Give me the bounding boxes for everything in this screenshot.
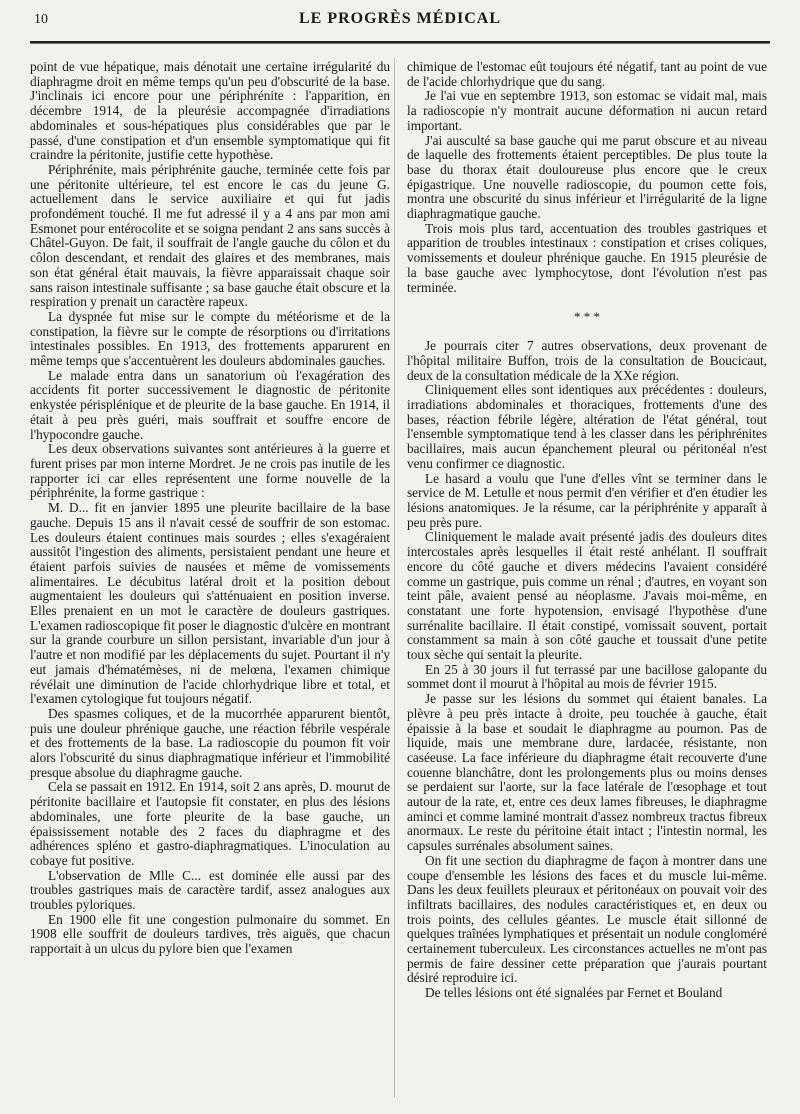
left-column xyxy=(30,60,390,957)
paragraph: Les deux observations suivantes sont antérieures à la guerre et furent prises par mon interne Mordret. Je ne crois pas inutile de les rapporter ici car elles représentent une forme nouvelle de la périphrénite, la forme gastrique : xyxy=(30,441,390,501)
page-header xyxy=(26,10,774,44)
paragraph: Je passe sur les lésions du sommet qui étaient banales. La plèvre à peu près intacte à droite, peu touchée à gauche, était épaissie à la base et soudait le diaphragme au poumon. Pas de liquide, mais une membrane dure, lardacée, résistante, non caséeuse. La face inférieure du diaphragme était recouverte d'une couenne blanchâtre, dont les prolongements plus ou moins denses se perdaient sur l'aorte, sur la face latérale de l'œsophage et tout autour de la rate, et, entre ces deux lames fibreuses, le diaphragme aminci et comme laminé montrait d'assez nombreux tractus fibreux anormaux. Le reste du péritoine était intact ; l'intestin normal, les capsules surrénales absolument saines. xyxy=(407,691,767,854)
paragraph: La dyspnée fut mise sur le compte du météorisme et de la constipation, la fièvre sur le compte de résorptions ou d'irritations intestinales possibles. En 1913, des frottements apparurent en même temps que s'accentuèrent les douleurs abdominales gauches. xyxy=(30,308,390,369)
paragraph: Cliniquement le malade avait présenté jadis des douleurs dites intercostales après lesquelles il était resté anhélant. Il souffrait encore du côté gauche et divers médecins l'avaient considéré comme un gastrique, puis comme un rénal ; d'autres, en voyant son teint pâle, avaient pensé au néoplasme. J'avais moi-même, en constatant une forte hypotension, envisagé l'hypothèse d'une surrénalite bacillaire. Il était constipé, vomissait souvent, portait constamment sa main à son côté gauche et toussait d'une petite toux sèche qui sentait la pleurite. xyxy=(407,529,767,663)
paragraph: En 1900 elle fit une congestion pulmonaire du sommet. En 1908 elle souffrit de douleurs tardives, très aiguës, que chacun rapportait à un ulcus du pylore bien que l'examen xyxy=(30,911,390,957)
paragraph: Le hasard a voulu que l'une d'elles vînt se terminer dans le service de M. Letulle et nous permit d'en vérifier et d'en étudier les lésions anatomiques. Je la résume, car la périphrénite y apparaît à peu près pure. xyxy=(407,470,767,530)
paragraph: Cela se passait en 1912. En 1914, soit 2 ans après, D. mourut de péritonite bacillaire et l'autopsie fit constater, en plus des lésions abdominales, une forte pleurite de la base gauche, un épaississement notable des 2 faces du diaphragme et des adhérences spléno et gastro-diaphragmatiques. L'inoculation au cobaye fut positive. xyxy=(30,779,390,868)
paragraph: En 25 à 30 jours il fut terrassé par une bacillose galopante du sommet dont il mourut à l'hôpital au mois de février 1915. xyxy=(407,661,767,692)
journal-title: LE PROGRÈS MÉDICAL xyxy=(298,10,502,27)
paragraph: M. D... fit en janvier 1895 une pleurite bacillaire de la base gauche. Depuis 15 ans il n'avait cessé de souffrir de son estomac. Les douleurs étaient continues mais sourdes ; elles s'exagéraient aussitôt l'ingestion des aliments, persistaient pendant une heure et étaient parfois suivies de nausées et même de vomissements alimentaires. Le décubitus latéral droit et la position debout augmentaient les douleurs qui s'atténuaient en position inverse. Elles prenaient en un mot le caractère de douleurs gastriques. L'examen radioscopique fit poser le diagnostic d'ulcère en montrant sur la grande courbure un sillon persistant, invariable d'un jour à l'autre et non modifié par les déplacements du sujet. Pourtant il n'y eut jamais d'hématémèses, ni de melœna, l'examen chimique révélait une diminution de l'acide chlorhydrique libre et total, et l'examen cytologique fut toujours négatif. xyxy=(30,500,390,707)
paragraph: On fit une section du diaphragme de façon à montrer dans une coupe d'ensemble les lésions des faces et du muscle lui-même. Dans les deux feuillets pleuraux et péritonéaux on pouvait voir des infiltrats bacillaires, des nodules caractéristiques et, en deux ou trois points, des cellules géantes. Le muscle était sillonné de quelques traînées lymphatiques et présentait un nodule congloméré certainement tuberculeux. Les circonstances actuelles ne m'ont pas permis de faire dessiner cette préparation que j'aurais pourtant désiré reproduire ici. xyxy=(407,852,767,986)
paragraph: Je pourrais citer 7 autres observations, deux provenant de l'hôpital militaire Buffon, trois de la consultation de Boucicaut, deux de la consultation médicale de la XXe région. xyxy=(407,338,767,383)
paragraph: point de vue hépatique, mais dénotait une certaine irrégularité du diaphragme droit en même temps qu'un peu d'obscurité de la base. J'inclinais ici encore pour une périphrénite : l'apparition, en décembre 1914, de la pleurésie accompagnée d'irradiations abdominales et sous-hépatiques plus considérables que par le passé, d'une constipation et d'un ensemble symptomatique qui fit craindre la péritonite, justifie cette hypothèse. xyxy=(30,59,390,163)
paragraph: Le malade entra dans un sanatorium où l'exagération des accidents fit porter successivement le diagnostic de péritonite enkystée périsplénique et de pleurite de la base gauche. En 1914, il était à peu près guéri, mais souffrait et souffre encore de l'hypocondre gauche. xyxy=(30,367,390,442)
paragraph: Cliniquement elles sont identiques aux précédentes : douleurs, irradiations abdominales et thoraciques, frottements d'une des bases, réaction fébrile légère, altération de l'état général, tout l'ensemble symptomatique tend à les classer dans les périphrénites bacillaires, mais aucun épanchement pleural ou péritonéal n'est venu confirmer ce diagnostic. xyxy=(407,382,767,471)
paragraph: De telles lésions ont été signalées par Fernet et Bouland xyxy=(425,985,723,1001)
right-column xyxy=(407,60,767,1001)
paragraph: J'ai ausculté sa base gauche qui me parut obscure et au niveau de laquelle des frottements étaient perceptibles. De plus toute la base du thorax était douloureuse plus encore que le creux épigastrique. Une nouvelle radioscopie, du poumon cette fois, montra une obscurité du sinus inférieur et l'irrégularité de la ligne diaphragmatique gauche. xyxy=(407,132,767,222)
paragraph: L'observation de Mlle C... est dominée elle aussi par des troubles gastriques mais de caractère tardif, assez analogues aux troubles pyloriques. xyxy=(30,867,390,913)
paragraph: Des spasmes coliques, et de la mucorrhée apparurent bientôt, puis une douleur phrénique gauche, une réaction fébrile vespérale et des frottements de la base. La radioscopie du poumon fit voir alors l'obscurité du sinus diaphragmatique inférieur et l'immobilité presque absolue du diaphragme gauche. xyxy=(30,705,390,780)
column-divider xyxy=(394,58,395,1098)
section-separator: * * * xyxy=(574,309,600,325)
paragraph: Périphrénite, mais périphrénite gauche, terminée cette fois par une péritonite ultérieure, tel est encore le cas du jeune G. actuellement dans le service auxiliaire et qui fut jadis profondément touché. Il me fut adressé il y a 4 ans par mon ami Esmonet pour entérocolite et se soigna pendant 2 ans sans succès à Châtel-Guyon. De fait, il souffrait de l'angle gauche du côlon et du côlon descendant, et rendait des glaires et des membranes, mais son état général était mauvais, la fièvre apparaissait chaque soir sans raison intestinale suffisante ; sa base gauche était obscure et la respiration y prenait un caractère rapeux. xyxy=(30,161,390,310)
header-rule xyxy=(30,41,770,44)
paragraph: Trois mois plus tard, accentuation des troubles gastriques et apparition de troubles intestinaux : constipation et crises coliques, vomissements et douleur phrénique gauche. En 1915 pleurésie de la base gauche avec lymphocytose, dont l'évolution n'est pas terminée. xyxy=(407,220,767,295)
paragraph: Je l'ai vue en septembre 1913, son estomac se vidait mal, mais la radioscopie n'y montrait aucune déformation ni aucun retard important. xyxy=(407,88,767,133)
paragraph: chimique de l'estomac eût toujours été négatif, tant au point de vue de l'acide chlorhydrique que du sang. xyxy=(407,59,767,89)
page-number: 10 xyxy=(34,12,48,27)
